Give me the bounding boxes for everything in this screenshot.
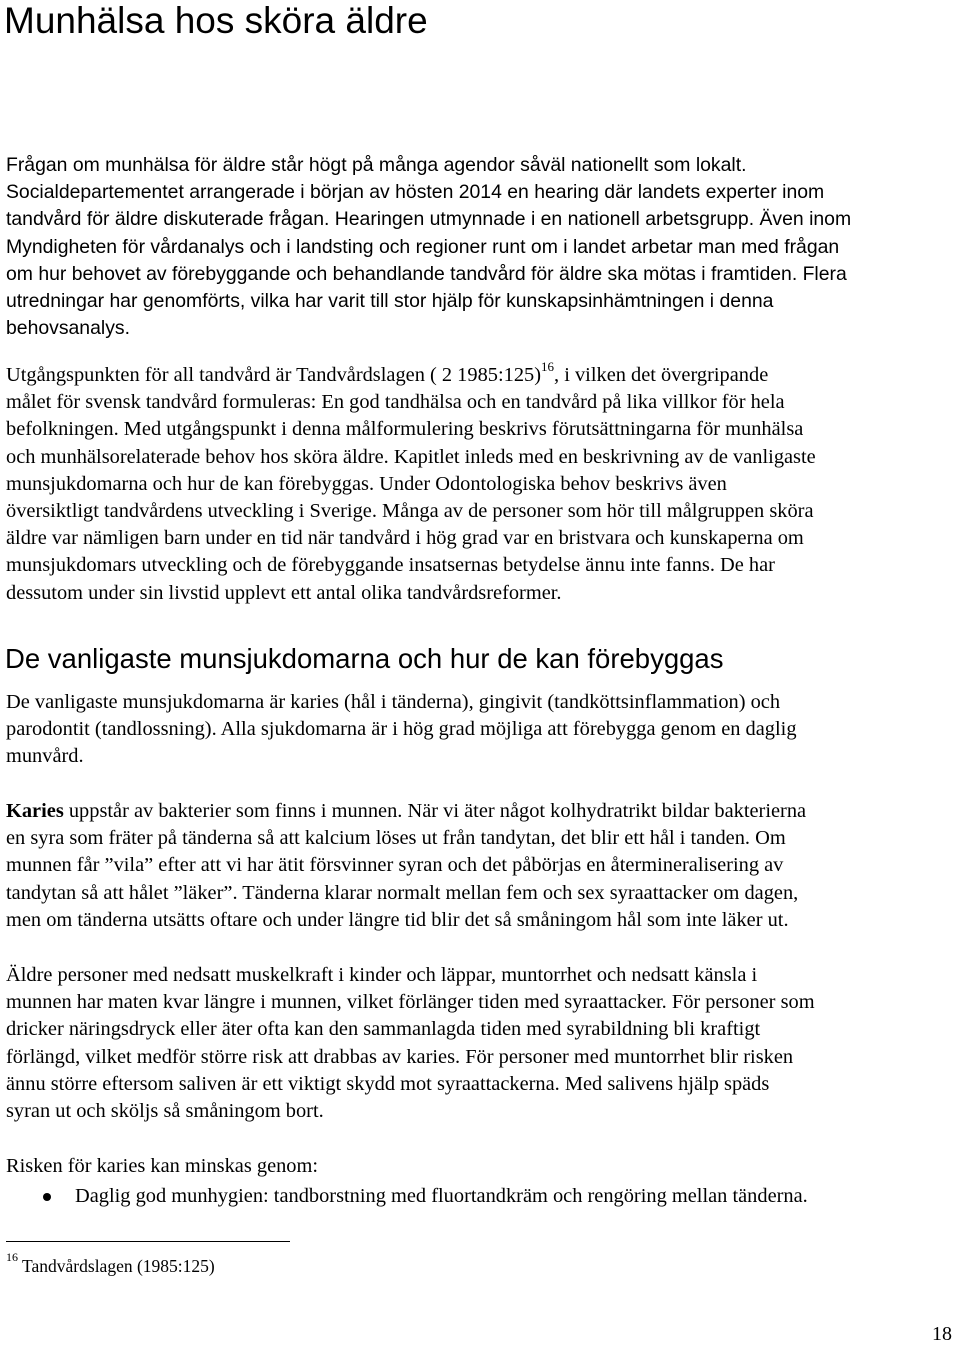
page-number: 18: [932, 1323, 952, 1345]
paragraph-line: Frågan om munhälsa för äldre står högt på många agendor såväl nationellt som lokalt.: [6, 154, 747, 176]
paragraph-line: äldre var nämligen barn under en tid när tandvård i hög grad var en bristvara och kunskaperna om: [6, 527, 804, 550]
footnote-text: Tandvårdslagen (1985:125): [18, 1256, 215, 1276]
footnote-separator: [6, 1241, 290, 1242]
paragraph-line: om hur behovet av förebyggande och behandlande tandvård för äldre ska mötas i framtiden. Flera: [6, 262, 847, 285]
paragraph-line: syran ut och sköljs så småningom bort.: [6, 1100, 324, 1123]
paragraph-line: översiktligt tandvårdens utveckling i Sverige. Många av de personer som hör till målgruppen sköra: [6, 500, 814, 523]
paragraph-line: en syra som fräter på tänderna så att kalcium löses ut från tandytan, det blir ett hål i tanden. Om: [6, 827, 786, 850]
paragraph-line: men om tänderna utsätts oftare och under längre tid blir det så småningom hål som inte läker ut.: [6, 908, 789, 931]
munsjukdomar-paragraph: [6, 689, 954, 771]
paragraph-line: och munhälsorelaterade behov hos sköra äldre. Kapitlet inleds med en beskrivning av de vanligaste: [6, 445, 816, 468]
intro-paragraph: [6, 152, 954, 342]
risk-intro: [6, 1153, 954, 1180]
paragraph-line: dricker näringsdryck eller äter ofta kan den sammanlagda tiden med syrabildning bli kraftigt: [6, 1018, 761, 1041]
footnote-reference[interactable]: 16: [541, 359, 555, 375]
paragraph-line: dessutom under sin livstid upplevt ett antal olika tandvårdsreformer.: [6, 581, 562, 604]
aldre-personer-paragraph: [6, 962, 954, 1125]
paragraph-line: tandytan så att hålet ”läker”. Tänderna klarar normalt mellan fem och sex syraattacker om dagen,: [6, 881, 799, 904]
paragraph-line: Myndigheten för vårdanalys och i landsting och regioner runt om i landet arbetar man med frågan: [6, 235, 840, 258]
paragraph-line: Äldre personer med nedsatt muskelkraft i kinder och läppar, muntorrhet och nedsatt känsla i: [6, 964, 758, 986]
tandvardslagen-paragraph: [6, 359, 954, 607]
paragraph-line: De vanligaste munsjukdomarna är karies (hål i tänderna), gingivit (tandköttsinflammation) och: [6, 691, 781, 713]
section-heading: De vanligaste munsjukdomarna och hur de kan förebyggas: [5, 643, 724, 674]
paragraph-line: munsjukdomars utveckling och de förebyggande insatsernas betydelse ännu inte fanns. De har: [6, 554, 775, 577]
line-text: uppstår av bakterier som finns i munnen. När vi äter något kolhydratrikt bildar bakterierna: [63, 800, 807, 822]
paragraph-line: Socialdepartementet arrangerade i början av hösten 2014 en hearing där landets experter inom: [6, 181, 825, 204]
footnote-number: 16: [6, 1250, 18, 1265]
paragraph-line: Risken för karies kan minskas genom:: [6, 1155, 319, 1177]
footnote: [6, 1251, 215, 1281]
paragraph-line: tandvård för äldre diskuterade frågan. Hearingen utmynnade i en nationell arbetsgrupp. Även inom: [6, 208, 852, 231]
paragraph-line: munsjukdomarna och hur de kan förebyggas. Under Odontologiska behov beskrivs även: [6, 472, 727, 495]
paragraph-line: behovsanalys.: [6, 317, 130, 340]
karies-term: Karies: [6, 800, 64, 822]
paragraph-line: befolkningen. Med utgångspunkt i denna målformulering beskrivs förutsättningarna för munhälsa: [6, 418, 804, 441]
paragraph-line: ännu större eftersom saliven är ett viktigt skydd mot syraattackerna. Med salivens hjälp späds: [6, 1072, 770, 1095]
karies-paragraph: [6, 798, 954, 934]
paragraph-line: utredningar har genomförts, vilka har varit till stor hjälp för kunskapsinhämtningen i denna: [6, 290, 774, 313]
list-item: [6, 1183, 954, 1211]
paragraph-line: [6, 798, 954, 825]
line-text: Utgångspunkten för all tandvård är Tandvårdslagen ( 2 1985:125): [6, 364, 542, 386]
paragraph-line: förlängd, vilket medför större risk att drabbas av karies. För personer med muntorrhet blir risken: [6, 1045, 794, 1068]
list-item-text: Daglig god munhygien: tandborstning med fluortandkräm och rengöring mellan tänderna.: [75, 1185, 808, 1207]
paragraph-line: munnen får ”vila” efter att vi har ätit försvinner syran och det påbörjas en återmineralisering av: [6, 854, 784, 877]
paragraph-line: [6, 359, 954, 389]
paragraph-line: munvård.: [6, 745, 84, 768]
page-title: Munhälsa hos sköra äldre: [4, 0, 428, 41]
paragraph-line: målet för svensk tandvård formuleras: En god tandhälsa och en tandvård på lika villkor för hela: [6, 391, 785, 414]
bullet-icon: [43, 1193, 51, 1201]
paragraph-line: munnen har maten kvar längre i munnen, vilket förlänger tiden med syraattacker. För personer som: [6, 991, 815, 1014]
paragraph-line: parodontit (tandlossning). Alla sjukdomarna är i hög grad möjliga att förebygga genom en daglig: [6, 718, 797, 741]
line-text: , i vilken det övergripande: [554, 364, 769, 386]
